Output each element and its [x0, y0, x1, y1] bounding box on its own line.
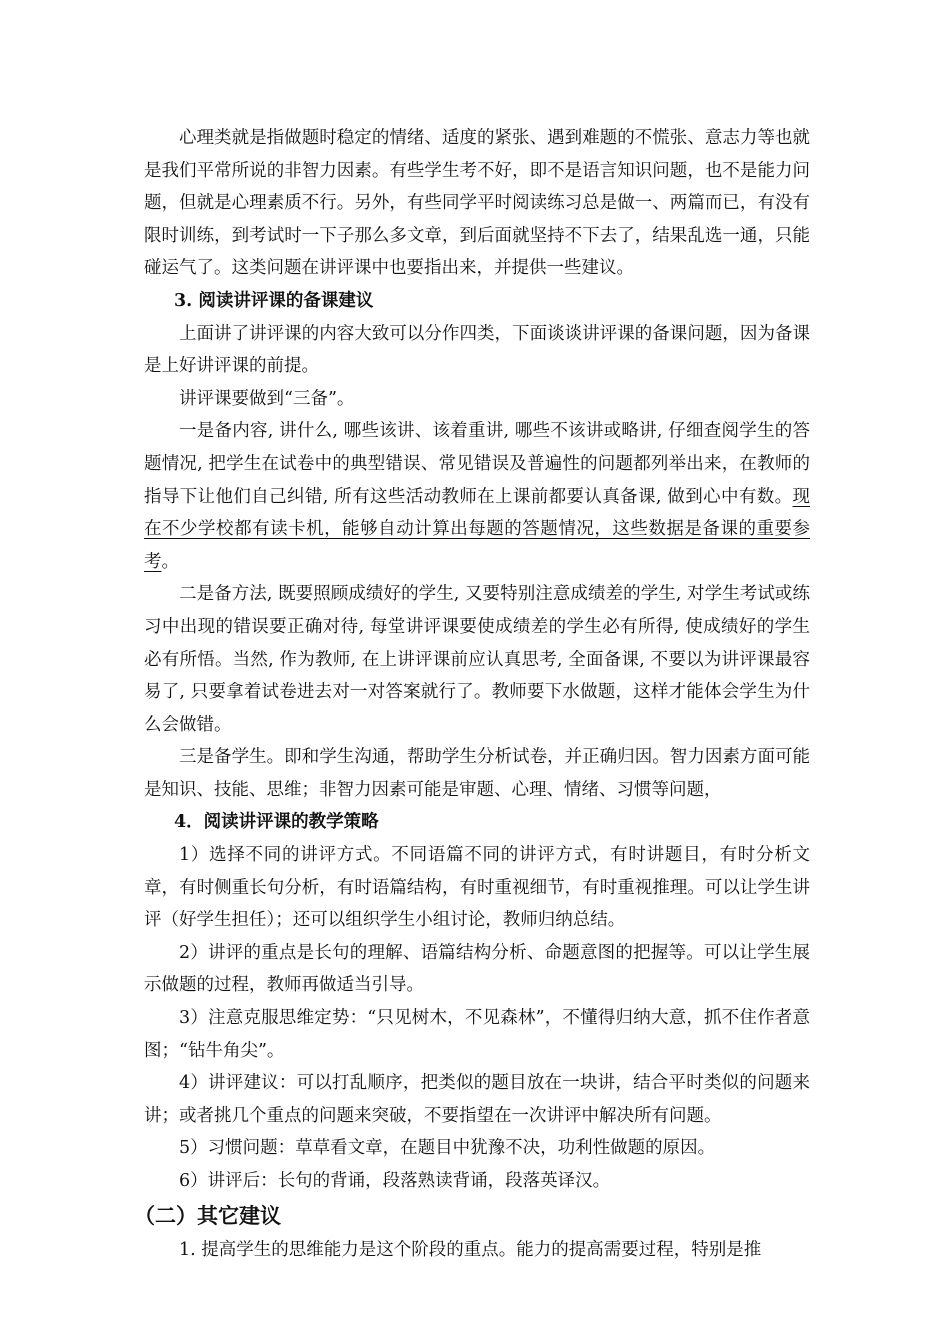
- prep-content-text: 一是备内容, 讲什么, 哪些该讲、该着重讲, 哪些不该讲或略讲, 仔细查阅学生的答题情况, 把学生在试卷中的典型错误、常见错误及普遍性的问题都列举出来，在教师的指导下让他们自己纠错, 所有这些活动教师在上课前都要认真备课, 做到心中有数。: [144, 421, 810, 507]
- section-heading-other-suggestions: （二）其它建议: [134, 1203, 281, 1228]
- strategy-item-3: 3）注意克服思维定势：“只见树木，不见森林”，不懂得归纳大意，抓不住作者意图；“钻牛角尖”。: [144, 1008, 810, 1061]
- underlined-text: 现在不少学校都有读卡机，能够自动计算出每题的答题情况，这些数据是备课的重要参考: [144, 486, 810, 572]
- strategy-item-6: 6）讲评后：长句的背诵，段落熟读背诵，段落英译汉。: [179, 1171, 611, 1191]
- paragraph-psychology: 心理类就是指做题时稳定的情绪、适度的紧张、遇到难题的不慌张、意志力等也就是我们平常所说的非智力因素。有些学生考不好，即不是语言知识问题，也不是能力问题，但就是心理素质不行。另外，有些同学平时阅读练习总是做一、两篇而已，有没有限时训练，到考试时一下子那么多文章，到后面就坚持不下去了，结果乱选一通，只能碰运气了。这类问题在讲评课中也要指出来，并提供一些建议。: [144, 128, 810, 279]
- heading-teaching-strategy: 4．阅读讲评课的教学策略: [174, 812, 379, 833]
- strategy-item-4: 4）讲评建议：可以打乱顺序，把类似的题目放在一块讲，结合平时类似的问题来讲；或者挑几个重点的问题来突破，不要指望在一次讲评中解决所有问题。: [144, 1073, 810, 1126]
- paragraph-three-preps: 讲评课要做到“三备”。: [179, 388, 355, 409]
- strategy-item-5: 5）习惯问题：草草看文章，在题目中犹豫不决，功利性做题的原因。: [179, 1138, 716, 1159]
- paragraph-thinking-ability: 1. 提高学生的思维能力是这个阶段的重点。能力的提高需要过程，特别是推: [179, 1239, 762, 1260]
- paragraph-prep-content: [144, 415, 810, 578]
- strategy-item-2: 2）讲评的重点是长句的理解、语篇结构分析、命题意图的把握等。可以让学生展示做题的过程，教师再做适当引导。: [144, 942, 810, 996]
- prep-content-end: 。: [161, 551, 179, 572]
- paragraph-prep-method: 二是备方法, 既要照顾成绩好的学生, 又要特别注意成绩差的学生, 对学生考试或练习中出现的错误要正确对待, 每堂讲评课要使成绩差的学生必有所得, 使成绩好的学生必有所悟。当然, 作为教师, 在上讲评课前应认真思考, 全面备课, 不要以为讲评课最容易了, 只要拿着试卷进去对一对答案就行了。教师要下水做题，这样才能体会学生为什么会做错。: [144, 584, 810, 735]
- strategy-item-1: 1）选择不同的讲评方式。不同语篇不同的讲评方式，有时讲题目，有时分析文章，有时侧重长句分析，有时语篇结构，有时重视细节，有时重视推理。可以让学生讲评（好学生担任）；还可以组织学生小组讨论，教师归纳总结。: [144, 845, 810, 931]
- heading-prep-suggestions: 3. 阅读讲评课的备课建议: [174, 290, 374, 311]
- paragraph-intro-prep: 上面讲了讲评课的内容大致可以分作四类，下面谈谈讲评课的备课问题，因为备课是上好讲评课的前提。: [144, 323, 810, 377]
- document-body: [134, 122, 810, 1266]
- paragraph-prep-students: 三是备学生。即和学生沟通，帮助学生分析试卷，并正确归因。智力因素方面可能是知识、技能、思维；非智力因素可能是审题、心理、情绪、习惯等问题，: [144, 747, 810, 800]
